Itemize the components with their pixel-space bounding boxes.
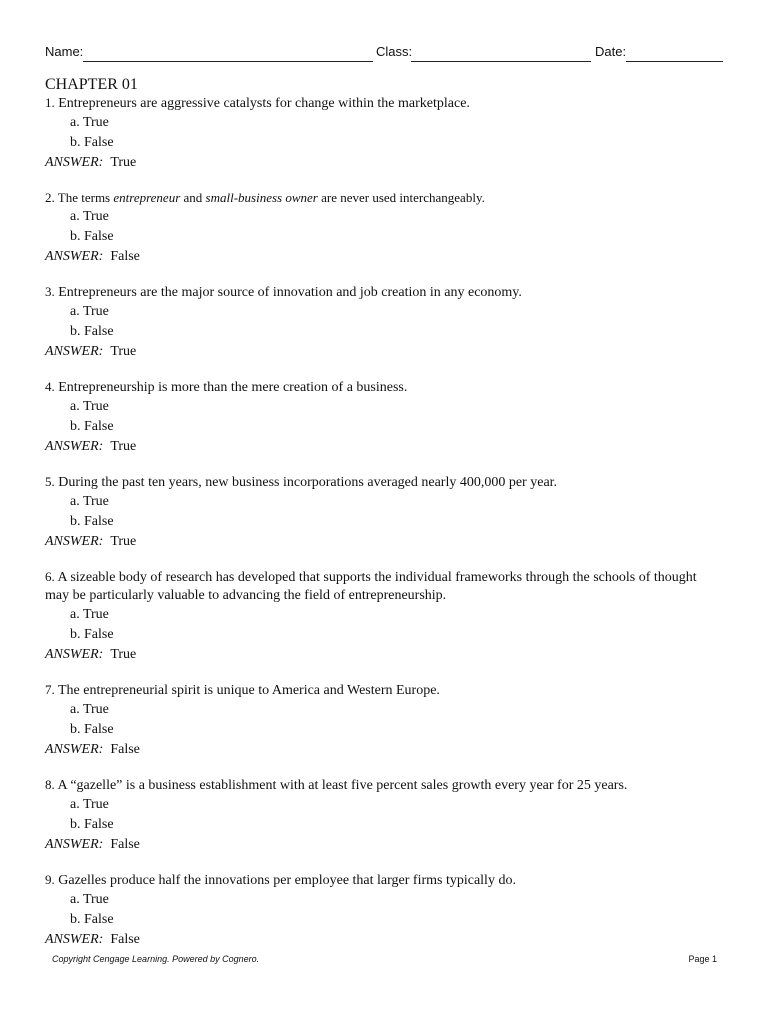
page-number: Page 1 xyxy=(688,954,717,964)
option-b: b. False xyxy=(70,135,114,150)
question-1 xyxy=(45,94,715,173)
answer-line: ANSWER: True xyxy=(45,534,137,549)
answer-value: True xyxy=(110,439,137,454)
option-a: a. True xyxy=(70,304,109,319)
name-blank-line xyxy=(83,61,373,62)
option-b: b. False xyxy=(70,627,114,642)
student-info-header xyxy=(45,44,725,64)
question-stem: 8. A “gazelle” is a business establishment with at least five percent sales growth every year for 25 years. xyxy=(45,777,628,793)
question-stem: 4. Entrepreneurship is more than the mere creation of a business. xyxy=(45,379,408,395)
answer-value: False xyxy=(110,837,140,852)
option-a: a. True xyxy=(70,115,109,130)
answer-value: True xyxy=(110,155,137,170)
question-9 xyxy=(45,871,715,950)
option-a: a. True xyxy=(70,702,109,717)
question-stem: 3. Entrepreneurs are the major source of innovation and job creation in any economy. xyxy=(45,284,522,300)
option-b: b. False xyxy=(70,722,114,737)
answer-line: ANSWER: True xyxy=(45,155,137,170)
question-stem: 9. Gazelles produce half the innovations per employee that larger firms typically do. xyxy=(45,872,516,888)
question-2 xyxy=(45,189,715,267)
option-a: a. True xyxy=(70,797,109,812)
answer-value: True xyxy=(110,344,137,359)
question-6 xyxy=(45,568,715,665)
copyright-text: Copyright Cengage Learning. Powered by Cognero. xyxy=(52,954,260,964)
answer-line: ANSWER: True xyxy=(45,647,137,662)
option-b: b. False xyxy=(70,229,114,244)
question-stem: 5. During the past ten years, new business incorporations averaged nearly 400,000 per year. xyxy=(45,474,558,490)
answer-value: False xyxy=(110,249,140,264)
option-a: a. True xyxy=(70,399,109,414)
option-a: a. True xyxy=(70,607,109,622)
answer-line: ANSWER: False xyxy=(45,837,140,852)
question-stem: 2. The terms entrepreneur and small-business owner are never used interchangeably. xyxy=(45,190,485,205)
question-5 xyxy=(45,473,715,552)
question-4 xyxy=(45,378,715,457)
question-7 xyxy=(45,681,715,760)
option-a: a. True xyxy=(70,494,109,509)
answer-line: ANSWER: False xyxy=(45,249,140,264)
class-blank-line xyxy=(411,61,591,62)
question-8 xyxy=(45,776,715,855)
answer-value: True xyxy=(110,647,137,662)
option-b: b. False xyxy=(70,817,114,832)
option-b: b. False xyxy=(70,514,114,529)
answer-line: ANSWER: True xyxy=(45,344,137,359)
answer-value: True xyxy=(110,534,137,549)
option-a: a. True xyxy=(70,209,109,224)
answer-value: False xyxy=(110,742,140,757)
question-stem: 6. A sizeable body of research has developed that supports the individual frameworks through the schools of thought may be particularly valuable to advancing the field of entrepreneurship. xyxy=(45,569,697,603)
question-stem: 7. The entrepreneurial spirit is unique to America and Western Europe. xyxy=(45,682,440,698)
name-label: Name: xyxy=(45,44,84,59)
answer-line: ANSWER: False xyxy=(45,932,140,947)
answer-line: ANSWER: True xyxy=(45,439,137,454)
option-b: b. False xyxy=(70,419,114,434)
answer-line: ANSWER: False xyxy=(45,742,140,757)
option-b: b. False xyxy=(70,912,114,927)
question-list xyxy=(45,94,715,966)
class-label: Class: xyxy=(376,44,413,59)
option-b: b. False xyxy=(70,324,114,339)
date-blank-line xyxy=(626,61,723,62)
option-a: a. True xyxy=(70,892,109,907)
answer-value: False xyxy=(110,932,140,947)
question-stem: 1. Entrepreneurs are aggressive catalysts for change within the marketplace. xyxy=(45,95,470,111)
date-label: Date: xyxy=(595,44,627,59)
chapter-title: CHAPTER 01 xyxy=(45,76,138,93)
question-3 xyxy=(45,283,715,362)
